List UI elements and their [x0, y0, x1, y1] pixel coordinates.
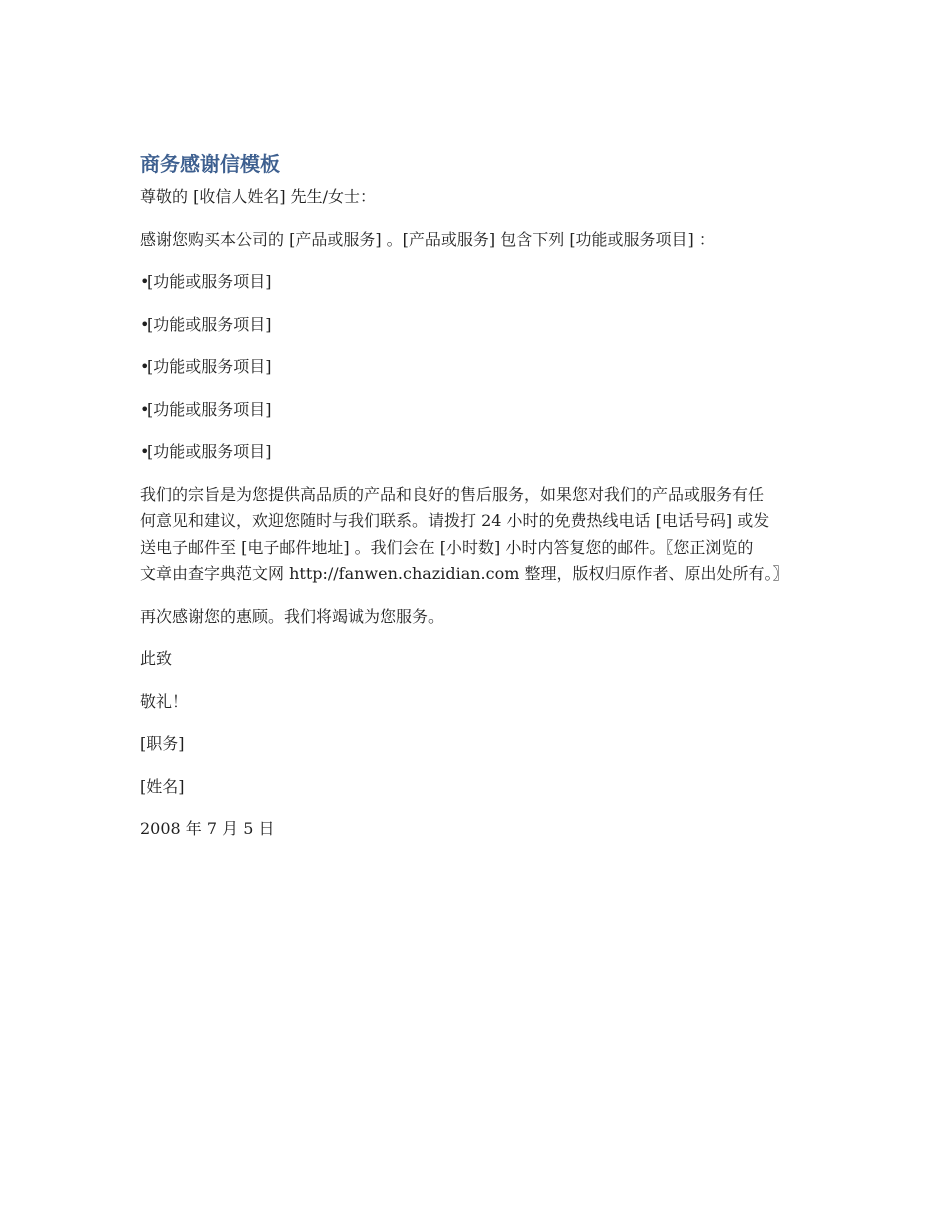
- list-item-text: [功能或服务项目]: [147, 314, 272, 334]
- list-item-text: [功能或服务项目]: [147, 442, 272, 461]
- list-item: [140, 354, 812, 381]
- letter-date: 2008 年 7 月 5 日: [140, 819, 275, 838]
- closing-line-1: 此致: [140, 649, 173, 668]
- list-item: [140, 439, 812, 466]
- salutation: 尊敬的 [收信人姓名] 先生/女士：: [140, 187, 377, 206]
- list-item: [140, 269, 812, 296]
- document-title: 商务感谢信模板: [140, 152, 280, 176]
- thanks-again: 再次感谢您的惠顾。我们将竭诚为您服务。: [140, 606, 445, 626]
- list-item-text: [功能或服务项目]: [147, 399, 272, 419]
- bullet-icon: •: [140, 272, 150, 291]
- list-item: [140, 312, 812, 339]
- letter-body: [140, 148, 812, 843]
- body-line: 我们的宗旨是为您提供高品质的产品和良好的售后服务，如果您对我们的产品或服务有任: [140, 484, 765, 504]
- body-line: 文章由查字典范文网 http://fanwen.chazidian.com 整理，版权归原作者、原出处所有。〗: [140, 564, 789, 583]
- bullet-icon: •: [140, 314, 150, 334]
- list-item: [140, 397, 812, 424]
- intro-paragraph: 感谢您购买本公司的 [产品或服务] 。[产品或服务] 包含下列 [功能或服务项目] ：: [140, 229, 715, 249]
- closing-line-2: 敬礼！: [140, 691, 189, 711]
- body-line: 送电子邮件至 [电子邮件地址] 。我们会在 [小时数] 小时内答复您的邮件。〖您正浏览的: [140, 537, 754, 557]
- body-line: 何意见和建议，欢迎您随时与我们联系。请拨打 24 小时的免费热线电话 [电话号码] 或发: [140, 511, 770, 530]
- list-item-text: [功能或服务项目]: [147, 357, 272, 376]
- signature-position: [职务]: [140, 734, 185, 753]
- body-paragraph: [140, 482, 812, 588]
- bullet-icon: •: [140, 357, 150, 376]
- bullet-icon: •: [140, 399, 150, 419]
- bullet-icon: •: [140, 442, 150, 461]
- list-item-text: [功能或服务项目]: [147, 272, 272, 291]
- signature-name: [姓名]: [140, 776, 185, 796]
